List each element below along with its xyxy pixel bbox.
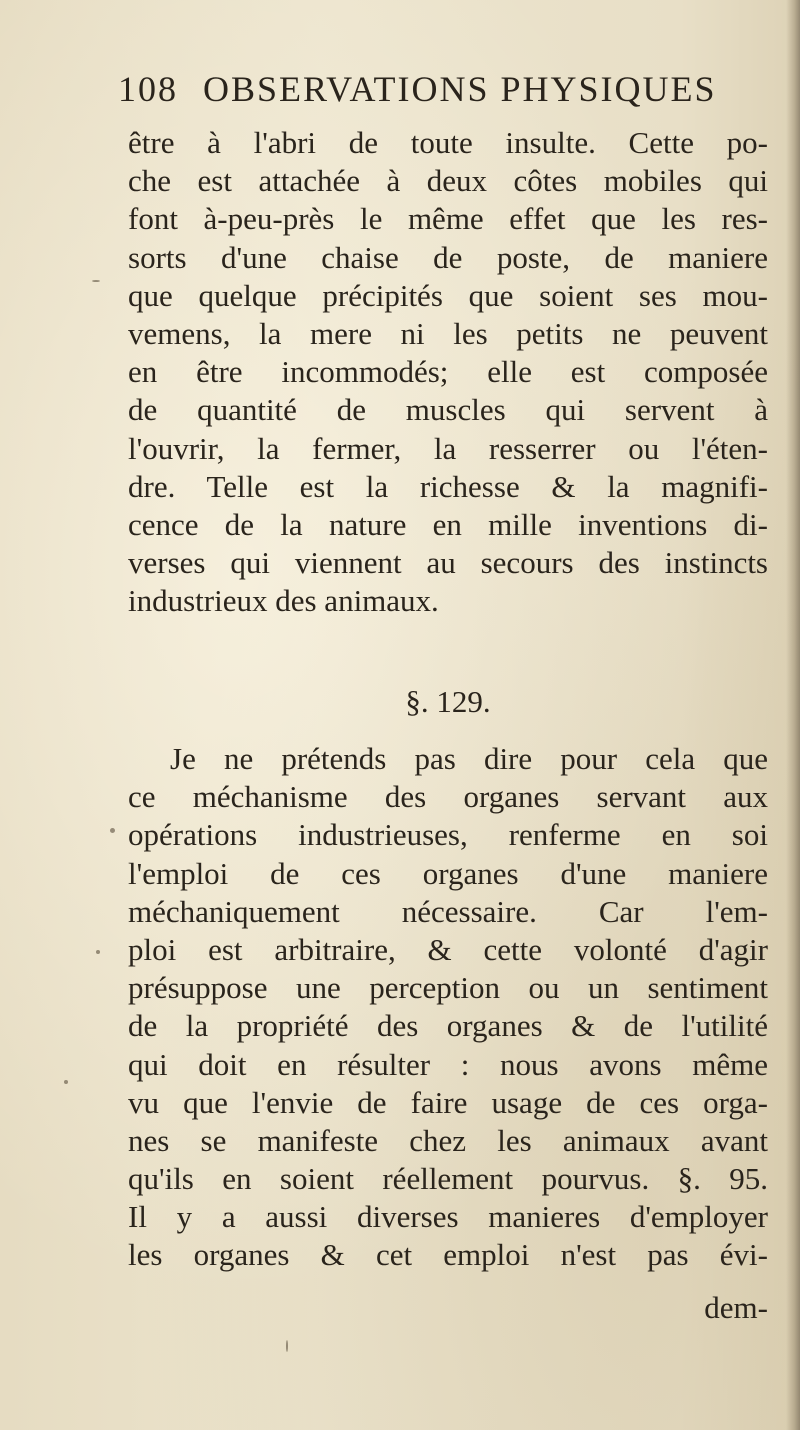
text-line: qu'ils en soient réellement pourvus. §. 95. bbox=[128, 1161, 768, 1197]
ink-speck bbox=[64, 1080, 68, 1084]
ink-speck bbox=[96, 950, 100, 954]
page-edge-shadow bbox=[786, 0, 800, 1430]
text-line: font à-peu-près le même effet que les res- bbox=[128, 201, 768, 237]
text-line: dre. Telle est la richesse & la magnifi- bbox=[128, 468, 768, 504]
running-title: OBSERVATIONS PHYSIQUES bbox=[203, 69, 717, 109]
text-line: être à l'abri de toute insulte. Cette po- bbox=[128, 125, 768, 160]
text-line: sorts d'une chaise de poste, de maniere bbox=[128, 239, 768, 275]
text-line: l'ouvrir, la fermer, la resserrer ou l'éten- bbox=[128, 430, 768, 466]
text-line: Je ne prétends pas dire pour cela que bbox=[170, 741, 768, 776]
ink-speck bbox=[286, 1340, 288, 1352]
text-line: nes se manifeste chez les animaux avant bbox=[128, 1122, 768, 1158]
text-line: industrieux des animaux. bbox=[128, 583, 439, 619]
text-line: opérations industrieuses, renferme en soi bbox=[128, 817, 768, 853]
text-line: cence de la nature en mille inventions di- bbox=[128, 506, 768, 542]
text-line: ce méchanisme des organes servant aux bbox=[128, 779, 768, 815]
ink-speck bbox=[110, 828, 115, 833]
text-line: Il y a aussi diverses manieres d'employer bbox=[128, 1199, 768, 1235]
text-line: l'emploi de ces organes d'une maniere bbox=[128, 855, 768, 891]
text-line: verses qui viennent au secours des instincts bbox=[128, 545, 768, 581]
text-line: qui doit en résulter : nous avons même bbox=[128, 1046, 768, 1082]
page-number: 108 bbox=[118, 69, 178, 109]
text-line: méchaniquement nécessaire. Car l'em- bbox=[128, 893, 768, 929]
text-line: che est attachée à deux côtes mobiles qui bbox=[128, 163, 768, 199]
text-line: les organes & cet emploi n'est pas évi- bbox=[128, 1237, 768, 1273]
text-line: de la propriété des organes & de l'utilité bbox=[128, 1008, 768, 1044]
text-line: de quantité de muscles qui servent à bbox=[128, 392, 768, 428]
section-heading: §. 129. bbox=[405, 684, 491, 719]
catchword: dem- bbox=[704, 1290, 768, 1325]
text-line: vu que l'envie de faire usage de ces orga- bbox=[128, 1084, 768, 1120]
text-line: ploi est arbitraire, & cette volonté d'agir bbox=[128, 931, 768, 967]
running-header bbox=[118, 68, 758, 116]
ink-speck bbox=[92, 280, 100, 282]
text-line: présuppose une perception ou un sentiment bbox=[128, 970, 768, 1006]
text-line: que quelque précipités que soient ses mou- bbox=[128, 277, 768, 313]
paragraph-2 bbox=[128, 740, 768, 1275]
paragraph-1 bbox=[128, 124, 768, 620]
text-line: en être incommodés; elle est composée bbox=[128, 354, 768, 390]
text-line: vemens, la mere ni les petits ne peuvent bbox=[128, 315, 768, 351]
